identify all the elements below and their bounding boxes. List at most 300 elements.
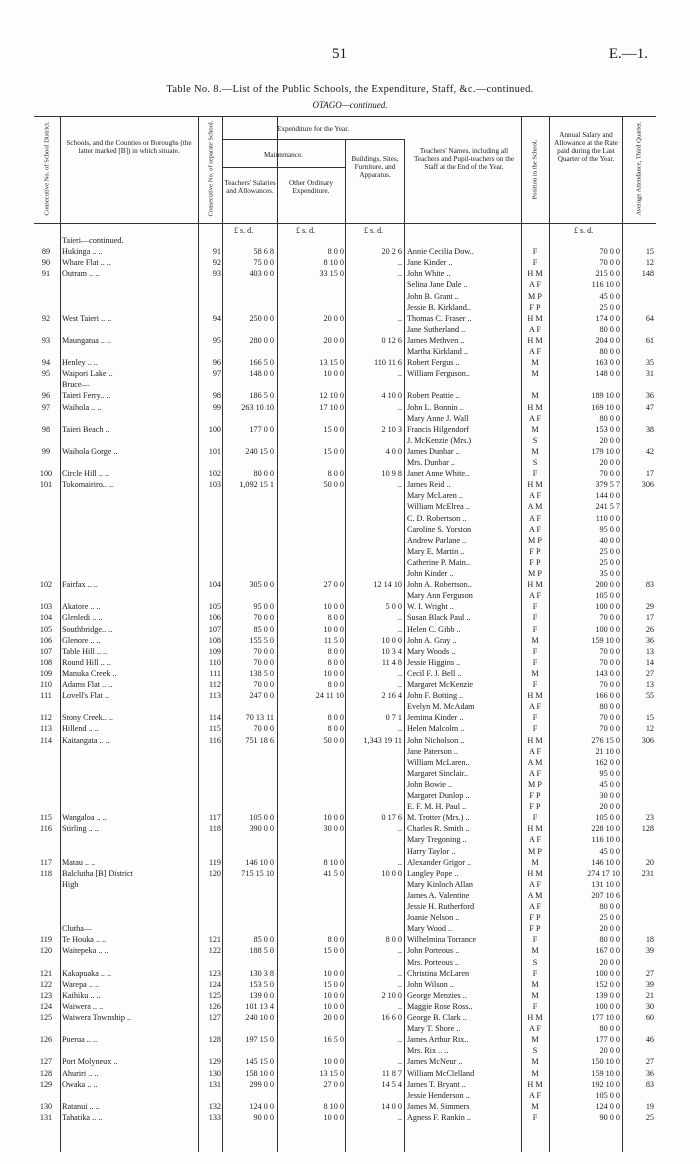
annual-salary: 25 0 0: [599, 546, 620, 556]
teacher-position: F P: [529, 924, 541, 934]
annual-salary: 152 0 0: [595, 979, 620, 989]
separate-school-number: 108: [208, 635, 221, 645]
school-name: Maungatua .. ..: [62, 335, 112, 345]
teacher-name: Robert Peattie ..: [407, 391, 460, 401]
other-expenditure-amount: 27 0 0: [323, 1079, 344, 1089]
separate-school-number: 95: [212, 335, 221, 345]
buildings-amount: ..: [397, 946, 402, 956]
annual-salary: 163 0 0: [595, 358, 620, 368]
teacher-position: M: [531, 424, 539, 434]
teacher-position: M P: [528, 779, 542, 789]
separate-school-number: 111: [209, 668, 221, 678]
teacher-position: A F: [528, 768, 542, 778]
other-expenditure-amount: 10 0 0: [323, 990, 344, 1000]
table-row: [34, 669, 656, 679]
teacher-position: H M: [527, 480, 543, 490]
other-expenditure-amount: 20 0 0: [323, 1013, 344, 1022]
annual-salary: 204 0 0: [595, 335, 620, 345]
buildings-amount: 20 2 6: [381, 247, 402, 257]
teacher-position: H M: [527, 269, 543, 279]
salaries-amount: 197 15 0: [245, 1035, 274, 1045]
average-attendance: 19: [645, 1101, 654, 1111]
annual-salary: 20 0 0: [599, 957, 620, 967]
separate-school-number: 93: [212, 269, 221, 279]
buildings-amount: ..: [397, 1112, 402, 1122]
district-number: 109: [39, 668, 53, 678]
annual-salary: 20 0 0: [599, 802, 620, 812]
annual-salary: 20 0 0: [599, 435, 620, 445]
annual-salary: 80 0 0: [599, 347, 620, 356]
district-number: 105: [39, 624, 53, 634]
annual-salary: 45 0 0: [599, 779, 620, 789]
teacher-name: Francis Hilgendorf: [407, 424, 470, 434]
district-number: 131: [39, 1112, 53, 1122]
teacher-name: William McElrea ..: [407, 502, 470, 512]
teacher-name: Helen Malcolm ..: [407, 724, 465, 734]
school-name: Table Hill .. ..: [62, 646, 108, 656]
table-row: [34, 336, 656, 346]
teacher-position: M P: [528, 291, 542, 301]
table-row: [34, 724, 656, 734]
table-row: [34, 325, 656, 335]
teacher-position: F: [532, 724, 538, 734]
table-row: [34, 969, 656, 979]
teacher-name: William McLaren..: [407, 757, 470, 767]
teacher-name: James Methven ..: [407, 335, 465, 345]
district-number: 128: [39, 1068, 53, 1078]
school-name: Tokomairiro.. ..: [62, 480, 114, 490]
school-name: Balclutha [B] District: [62, 868, 133, 878]
table-row: [34, 547, 656, 557]
separate-school-number: 100: [208, 424, 221, 434]
buildings-amount: 110 11 6: [373, 358, 402, 368]
teacher-position: M: [531, 857, 539, 867]
teacher-position: M: [531, 990, 539, 1000]
average-attendance: 55: [645, 691, 654, 701]
teacher-position: A F: [528, 902, 542, 911]
teacher-position: H M: [527, 691, 543, 701]
table-row: [34, 480, 656, 490]
annual-salary: 100 0 0: [595, 602, 620, 612]
teacher-name: Cecil F. J. Bell ..: [407, 668, 462, 678]
table-row: [34, 314, 656, 324]
separate-school-number: 102: [208, 469, 221, 479]
buildings-amount: ..: [397, 313, 402, 323]
teacher-position: H M: [527, 824, 543, 834]
table-row: [34, 591, 656, 601]
average-attendance: 83: [645, 1079, 654, 1089]
school-name: Clutha—: [62, 924, 93, 934]
other-expenditure-amount: 24 11 10: [315, 691, 344, 701]
table-row: [34, 736, 656, 746]
other-expenditure-amount: 8 0 0: [327, 935, 344, 945]
table-row: [34, 713, 656, 723]
teacher-position: A F: [528, 702, 542, 712]
buildings-amount: 0 17 6: [381, 813, 402, 823]
other-expenditure-amount: 13 15 0: [319, 358, 344, 368]
buildings-amount: ..: [397, 680, 402, 689]
school-name: Whare Flat .. ..: [62, 258, 111, 268]
separate-school-number: 122: [208, 946, 221, 956]
separate-school-number: 121: [208, 935, 221, 945]
average-attendance: 17: [645, 613, 654, 623]
separate-school-number: 112: [209, 680, 221, 689]
buildings-amount: ..: [397, 402, 402, 412]
separate-school-number: 126: [208, 1001, 221, 1011]
other-expenditure-amount: 20 0 0: [323, 313, 344, 323]
table-row: [34, 869, 656, 879]
teacher-name: Jane Kinder ..: [407, 258, 453, 268]
separate-school-number: 127: [208, 1013, 221, 1022]
annual-salary: 95 0 0: [599, 768, 620, 778]
table-row: [34, 613, 656, 623]
table-subtitle: OTAGO—continued.: [312, 100, 388, 110]
teacher-position: H M: [527, 1013, 543, 1022]
teacher-name: Jessie Henderson ..: [407, 1090, 470, 1100]
school-name: Puerua .. ..: [62, 1035, 98, 1045]
other-expenditure-amount: 16 5 0: [323, 1035, 344, 1045]
table-row: [34, 1069, 656, 1079]
teacher-position: S: [532, 1046, 538, 1056]
salaries-amount: 70 13 11: [245, 713, 274, 723]
teacher-position: A F: [528, 347, 542, 356]
teacher-position: H M: [527, 1079, 543, 1089]
table-row: [34, 858, 656, 868]
buildings-amount: ..: [397, 1057, 402, 1067]
table-row: [34, 780, 656, 790]
school-name: Glenledi .. ..: [62, 613, 103, 623]
salaries-amount: 70 0 0: [253, 646, 274, 656]
buildings-amount: 2 16 4: [381, 691, 402, 701]
school-name: Kaitangata .. ..: [62, 735, 110, 745]
teacher-position: F: [532, 813, 538, 823]
annual-salary: 70 0 0: [599, 680, 620, 689]
other-expenditure-amount: 17 10 0: [319, 402, 344, 412]
buildings-amount: 11 8 7: [381, 1068, 402, 1078]
annual-salary: 139 0 0: [595, 990, 620, 1000]
average-attendance: 35: [645, 358, 654, 368]
table-row: [34, 1080, 656, 1090]
table-row: [34, 625, 656, 635]
district-number: 122: [39, 979, 53, 989]
annual-salary: 169 10 0: [591, 402, 620, 412]
teacher-position: A F: [528, 835, 542, 845]
separate-school-number: 104: [208, 580, 221, 590]
district-number: 118: [40, 868, 52, 878]
table-row: [34, 847, 656, 857]
salaries-amount: 166 5 0: [249, 358, 274, 368]
teacher-name: Martha Kirkland ..: [407, 347, 468, 356]
table-row: [34, 991, 656, 1001]
annual-salary: 25 0 0: [599, 302, 620, 312]
teacher-position: F: [532, 247, 538, 257]
school-name: Kaihiku .. ..: [62, 990, 101, 1000]
annual-salary: 274 17 10: [587, 868, 620, 878]
district-number: 115: [40, 813, 52, 823]
teacher-position: F: [532, 613, 538, 623]
teacher-position: F: [532, 680, 538, 689]
average-attendance: 27: [645, 968, 654, 978]
district-number: 100: [39, 469, 53, 479]
table-row: [34, 1057, 656, 1067]
annual-salary: 105 0 0: [595, 813, 620, 823]
teacher-name: Mrs. Dunbar ..: [407, 458, 455, 467]
teacher-name: Mrs. Rix .. ..: [407, 1046, 449, 1056]
table-row: [34, 647, 656, 657]
annual-salary: 177 0 0: [595, 1035, 620, 1045]
district-number: 89: [41, 247, 51, 257]
table-row: [34, 391, 656, 401]
average-attendance: 18: [645, 935, 654, 945]
salaries-amount: 715 15 10: [241, 868, 274, 878]
salaries-amount: 299 0 0: [249, 1079, 274, 1089]
teacher-position: H M: [527, 335, 543, 345]
average-attendance: 25: [645, 1112, 654, 1122]
school-name: Stony Creek.. ..: [62, 713, 113, 723]
district-number: 101: [39, 480, 53, 490]
teacher-name: Annie Cecilia Dow..: [407, 247, 474, 257]
separate-school-number: 96: [212, 358, 221, 368]
teacher-name: John A. Gray ..: [407, 635, 457, 645]
average-attendance: 27: [645, 668, 654, 678]
buildings-amount: ..: [397, 369, 402, 379]
other-expenditure-amount: 50 0 0: [323, 480, 344, 490]
average-attendance: 306: [641, 480, 654, 490]
teacher-position: M P: [528, 846, 542, 856]
average-attendance: 148: [641, 269, 654, 279]
annual-salary: 70 0 0: [599, 646, 620, 656]
school-name: Round Hill .. ..: [62, 657, 111, 667]
teacher-name: J. McKenzie (Mrs.): [407, 435, 472, 445]
teacher-name: Evelyn M. McAdam: [407, 702, 475, 712]
teacher-name: Agness F. Rankin ..: [407, 1112, 471, 1122]
teacher-name: C. D. Robertson ..: [407, 513, 467, 523]
buildings-amount: 12 14 10: [373, 580, 402, 590]
district-number: 130: [39, 1101, 53, 1111]
teacher-name: George Menzies ..: [407, 990, 467, 1000]
annual-salary: 40 0 0: [599, 535, 620, 545]
other-expenditure-amount: 15 0 0: [323, 979, 344, 989]
teacher-name: George B. Clark ..: [407, 1013, 467, 1022]
separate-school-number: 98: [212, 391, 221, 401]
teacher-position: M: [531, 358, 539, 368]
buildings-amount: 10 0 0: [381, 635, 402, 645]
table-row: [34, 924, 656, 934]
teacher-name: Wilhelmina Torrance: [407, 935, 477, 945]
teacher-name: John Porteous ..: [407, 946, 460, 956]
table-header: [34, 116, 656, 224]
average-attendance: 17: [645, 469, 654, 479]
school-name: Lovell's Flat ..: [62, 691, 109, 701]
salaries-amount: 58 6 8: [253, 247, 274, 257]
teacher-position: A M: [527, 890, 543, 900]
annual-salary: 162 0 0: [595, 757, 620, 767]
annual-salary: 20 0 0: [599, 924, 620, 934]
salaries-amount: 1,092 15 1: [239, 480, 274, 490]
buildings-amount: ..: [397, 269, 402, 279]
table-row: [34, 358, 656, 368]
school-name: Taieri Beach ..: [62, 424, 110, 434]
other-expenditure-amount: 10 0 0: [323, 668, 344, 678]
salaries-amount: 124 0 0: [249, 1101, 274, 1111]
teacher-name: Mary Woods ..: [407, 646, 456, 656]
teacher-name: Joanie Nelson ..: [407, 913, 460, 923]
other-expenditure-amount: 8 0 0: [327, 680, 344, 689]
other-expenditure-amount: 10 0 0: [323, 369, 344, 379]
teacher-position: F: [532, 646, 538, 656]
buildings-amount: ..: [397, 857, 402, 867]
annual-salary: 207 10 6: [591, 890, 620, 900]
teacher-position: H M: [527, 735, 543, 745]
annual-salary: 159 10 0: [591, 635, 620, 645]
teacher-position: F: [532, 713, 538, 723]
school-name: Te Houka .. ..: [62, 935, 107, 945]
buildings-amount: ..: [397, 613, 402, 623]
table-title: Table No. 8.—List of the Public Schools, the Expenditure, Staff, &c.—continued.: [166, 84, 534, 95]
average-attendance: 21: [645, 990, 654, 1000]
teacher-position: M P: [528, 535, 542, 545]
teacher-position: F: [532, 469, 538, 479]
annual-salary: 100 0 0: [595, 1001, 620, 1011]
teacher-position: F: [532, 1112, 538, 1122]
district-number: 96: [41, 391, 51, 401]
average-attendance: 12: [645, 724, 654, 734]
salaries-amount: 155 5 0: [249, 635, 274, 645]
salaries-amount: 390 0 0: [249, 824, 274, 834]
table-row: [34, 1113, 656, 1123]
average-attendance: 42: [645, 446, 654, 456]
district-number: 91: [41, 269, 51, 279]
salaries-amount: 139 0 0: [249, 990, 274, 1000]
school-name: Waihola Gorge ..: [62, 446, 118, 456]
other-expenditure-amount: 15 0 0: [323, 424, 344, 434]
teacher-position: M: [531, 635, 539, 645]
teacher-name: James McNeur ..: [407, 1057, 463, 1067]
salaries-amount: 70 0 0: [253, 680, 274, 689]
school-name: Kakapuaka .. ..: [62, 968, 112, 978]
table-row: [34, 469, 656, 479]
average-attendance: 128: [641, 824, 654, 834]
teacher-name: Alexander Grigor ..: [407, 857, 472, 867]
school-name: Port Molyneux ..: [62, 1057, 118, 1067]
buildings-amount: 14 5 4: [381, 1079, 402, 1089]
teacher-name: John White ..: [407, 269, 451, 279]
separate-school-number: 107: [208, 624, 221, 634]
annual-salary: 153 0 0: [595, 424, 620, 434]
annual-salary: 124 0 0: [595, 1101, 620, 1111]
average-attendance: 29: [645, 602, 654, 612]
teacher-name: Maggie Rose Ross..: [407, 1001, 473, 1011]
teacher-name: James Arthur Rix..: [407, 1035, 469, 1045]
district-number: 103: [39, 602, 53, 612]
teacher-position: M: [531, 1068, 539, 1078]
other-expenditure-amount: 8 10 0: [323, 258, 344, 268]
salaries-amount: 263 10 10: [241, 402, 274, 412]
annual-salary: 143 0 0: [595, 668, 620, 678]
table-row: [34, 935, 656, 945]
salaries-amount: 247 0 0: [249, 691, 274, 701]
average-attendance: 15: [645, 713, 654, 723]
buildings-amount: 10 9 8: [381, 469, 402, 479]
table-row: [34, 269, 656, 279]
teacher-position: A M: [527, 757, 543, 767]
district-number: 116: [40, 824, 52, 834]
buildings-amount: ..: [397, 624, 402, 634]
teacher-position: F: [532, 1001, 538, 1011]
buildings-amount: 2 10 3: [381, 424, 402, 434]
teacher-name: Charles R. Smith ..: [407, 824, 470, 834]
table-row: [34, 747, 656, 757]
salaries-amount: 240 10 0: [245, 1013, 274, 1022]
teacher-position: F P: [529, 802, 541, 812]
salaries-amount: 158 10 0: [245, 1068, 274, 1078]
teacher-name: Jane Sutherland ..: [407, 324, 466, 334]
buildings-amount: 5 0 0: [385, 602, 402, 612]
teacher-position: M: [531, 391, 539, 401]
table-row: [34, 946, 656, 956]
units-buildings: £ s. d.: [364, 226, 384, 235]
salaries-amount: 85 0 0: [253, 624, 274, 634]
salaries-amount: 188 5 0: [249, 946, 274, 956]
table-row: [34, 247, 656, 257]
table-row: [34, 791, 656, 801]
salaries-amount: 101 13 4: [245, 1001, 274, 1011]
separate-school-number: 92: [212, 258, 221, 268]
salaries-amount: 177 0 0: [249, 424, 274, 434]
separate-school-number: 110: [209, 657, 221, 667]
school-name: Warepa .. ..: [62, 979, 100, 989]
district-number: 126: [39, 1035, 53, 1045]
separate-school-number: 117: [209, 813, 221, 823]
teacher-name: Mary E. Martin ..: [407, 546, 465, 556]
teacher-name: Mary Kinloch Allan: [407, 879, 473, 889]
annual-salary: 148 0 0: [595, 369, 620, 379]
school-name: Waipori Lake ..: [62, 369, 113, 379]
teacher-position: F P: [529, 557, 541, 567]
teacher-position: A F: [528, 879, 542, 889]
table-row: [34, 380, 656, 390]
annual-salary: 20 0 0: [599, 1046, 620, 1056]
teacher-position: A M: [527, 502, 543, 512]
salaries-amount: 250 0 0: [249, 313, 274, 323]
annual-salary: 192 10 0: [591, 1079, 620, 1089]
buildings-amount: 2 10 0: [381, 990, 402, 1000]
district-number: 102: [39, 580, 53, 590]
school-name: Wangaloa .. ..: [62, 813, 107, 823]
teacher-name: Mary Anne J. Wall: [407, 413, 469, 423]
table-row: [34, 425, 656, 435]
annual-salary: 144 0 0: [595, 491, 620, 501]
annual-salary: 166 0 0: [595, 691, 620, 701]
teacher-position: A F: [528, 746, 542, 756]
salaries-amount: 145 15 0: [245, 1057, 274, 1067]
salaries-amount: 95 0 0: [253, 602, 274, 612]
buildings-amount: 0 12 6: [381, 335, 402, 345]
separate-school-number: 99: [212, 402, 221, 412]
separate-school-number: 118: [209, 824, 221, 834]
district-number: 94: [41, 358, 51, 368]
other-expenditure-amount: 8 0 0: [327, 713, 344, 723]
separate-school-number: 113: [209, 691, 221, 701]
table-row: [34, 558, 656, 568]
district-number: 121: [39, 968, 53, 978]
teacher-name: Mary Wood ..: [407, 924, 453, 934]
teacher-position: F P: [529, 546, 541, 556]
teacher-position: M: [531, 446, 539, 456]
teacher-name: John Bowie ..: [407, 779, 453, 789]
teacher-name: James M. Simmers: [407, 1101, 470, 1111]
table-row: [34, 824, 656, 834]
